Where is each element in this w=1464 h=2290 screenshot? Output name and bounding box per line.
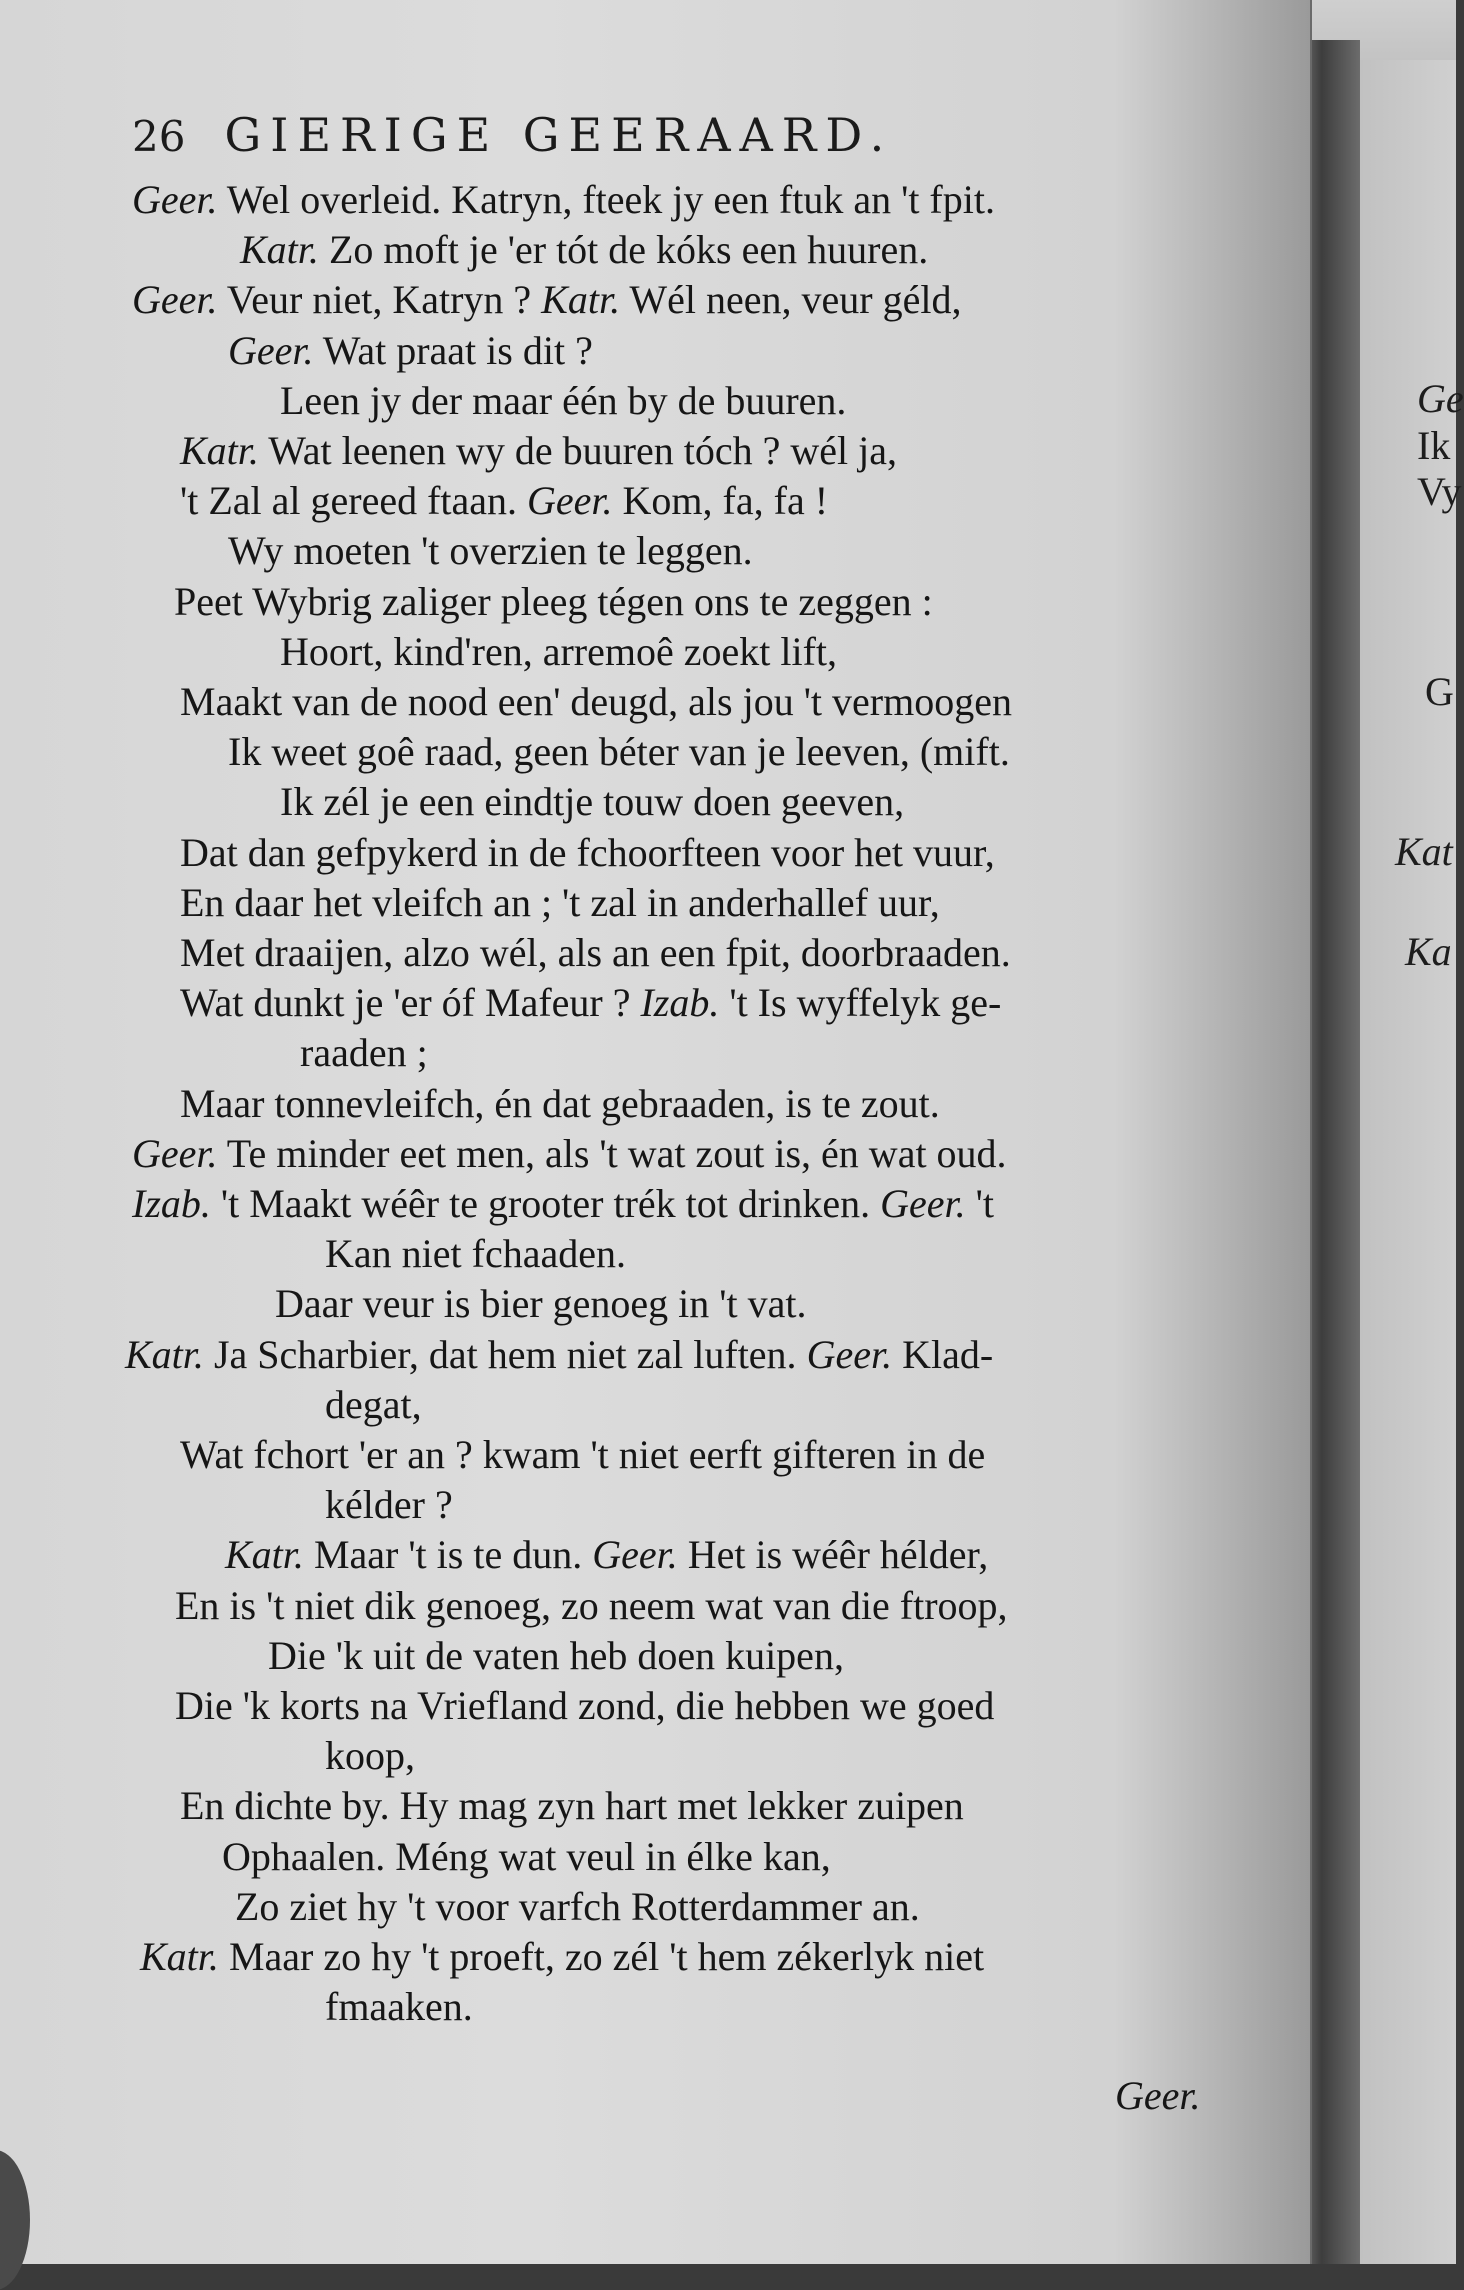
line-text: Klad- [892, 1331, 994, 1377]
line-text: Maar zo hy 't proeft, zo zél 't hem zékerlyk niet [218, 1934, 985, 1979]
line-text: Maar tonnevleifch, én dat gebraaden, is te zout. [180, 1080, 940, 1126]
speaker-name: Katr. [180, 428, 259, 473]
speaker-name: Geer. [132, 1130, 218, 1176]
facing-fragment: Vy [1417, 469, 1462, 514]
line-text: Hoort, kind'ren, arremoê zoekt lift, [280, 628, 838, 674]
line-text: kélder ? [325, 1482, 453, 1528]
facing-fragment: Ka [1405, 929, 1452, 974]
text-line [132, 1180, 994, 1228]
speaker-name: Katr. [541, 277, 621, 323]
text-line [228, 728, 1010, 776]
facing-fragment: Ge [1417, 376, 1464, 421]
line-text: Peet Wybrig zaliger pleeg tégen ons te zeggen : [174, 578, 933, 624]
line-text: Maar 't is te dun. [303, 1532, 593, 1578]
line-text: Het is wéêr hélder, [677, 1532, 989, 1578]
text-line [280, 778, 904, 826]
text-line [222, 1833, 831, 1881]
facing-fragment: Kat [1395, 829, 1453, 874]
speaker-name: Geer. [132, 177, 218, 222]
speaker-name: Izab. [640, 980, 720, 1026]
text-line [325, 1732, 415, 1780]
line-text: raaden ; [300, 1030, 428, 1076]
text-line [175, 1682, 994, 1730]
text-line [180, 1080, 940, 1128]
speaker-name: Geer. [806, 1331, 893, 1377]
line-text: Wel overleid. Katryn, fteek jy een ftuk an 't fpit. [217, 177, 995, 222]
text-line [280, 628, 837, 676]
line-text: Ophaalen. Méng wat veul in élke kan, [222, 1833, 831, 1879]
line-text: Ik zél je een eindtje touw doen geeven, [280, 779, 905, 825]
line-text: En dichte by. Hy mag zyn hart met lekker zuipen [180, 1783, 964, 1829]
line-text: 't Zal al gereed ftaan. [180, 478, 528, 524]
line-text: Wat praat is dit ? [313, 327, 593, 373]
text-line [180, 829, 995, 877]
running-title: GIERIGE GEERAARD. [224, 108, 894, 162]
text-line [228, 327, 593, 375]
line-text: Wél neen, veur géld, [620, 277, 962, 323]
text-line [174, 578, 933, 626]
line-text: En daar het vleifch an ; 't zal in anderhallef uur, [180, 879, 940, 925]
line-text: Met draaijen, alzo wél, als an een fpit, doorbraaden. [180, 930, 1011, 975]
page-number: 26 [132, 112, 186, 161]
text-line [325, 1983, 473, 2031]
text-line [180, 1782, 964, 1830]
line-text: Te minder eet men, als 't wat zout is, én wat oud. [217, 1130, 1007, 1176]
speaker-name: Katr. [240, 227, 319, 273]
line-text: Maakt van de nood een' deugd, als jou 't vermoogen [180, 679, 1012, 724]
speaker-name: Geer. [228, 327, 314, 373]
line-text: Wat fchort 'er an ? kwam 't niet eerft gifteren in de [180, 1432, 986, 1477]
text-line [225, 1531, 988, 1579]
text-line [125, 1331, 993, 1379]
text-line [180, 427, 897, 475]
line-text: koop, [325, 1733, 415, 1779]
text-line [132, 1130, 1007, 1178]
line-text: Die 'k uit de vaten heb doen kuipen, [268, 1632, 844, 1678]
line-text: Zo moft je 'er tót de kóks een huuren. [318, 227, 929, 273]
text-line [132, 276, 961, 324]
line-text: Daar veur is bier genoeg in 't vat. [275, 1281, 807, 1327]
text-line [268, 1632, 844, 1680]
line-text: Veur niet, Katryn ? [217, 277, 542, 323]
facing-fragment: G [1425, 669, 1454, 714]
line-text: 't Is wyffelyk ge- [719, 980, 1002, 1026]
text-line [180, 879, 940, 927]
speaker-name: Geer. [880, 1181, 966, 1226]
text-line [175, 1582, 1008, 1630]
text-line [180, 1431, 985, 1479]
text-line [240, 226, 928, 274]
text-line [325, 1481, 453, 1529]
speaker-name: Katr. [125, 1331, 204, 1377]
text-line [300, 1029, 428, 1077]
text-line [235, 1883, 920, 1931]
speaker-name: Izab. [132, 1181, 211, 1226]
line-text: Dat dan gefpykerd in de fchoorfteen voor het vuur, [180, 829, 995, 875]
line-text: 't Maakt wéêr te grooter trék tot drinken. [210, 1181, 881, 1226]
speaker-name: Katr. [140, 1934, 219, 1979]
text-line [180, 979, 1001, 1027]
catchword: Geer. [1115, 2073, 1201, 2118]
text-line [280, 377, 846, 425]
text-line [140, 1933, 984, 1981]
line-text: Kan niet fchaaden. [325, 1231, 626, 1277]
speaker-name: Geer. [132, 277, 218, 323]
text-line [132, 176, 995, 224]
speaker-name: Geer. [527, 478, 613, 524]
line-text: Wat leenen wy de buuren tóch ? wél ja, [258, 428, 897, 473]
line-text: Die 'k korts na Vriefland zond, die hebben we goed [175, 1683, 995, 1728]
line-text: Zo ziet hy 't voor varfch Rotterdammer an. [235, 1883, 920, 1929]
line-text: Wat dunkt je 'er óf Mafeur ? [180, 980, 641, 1026]
facing-fragment: Ik [1417, 423, 1451, 468]
text-line [275, 1280, 806, 1328]
page-header [132, 108, 893, 168]
speaker-name: Geer. [592, 1532, 678, 1578]
line-text: En is 't niet dik genoeg, zo neem wat van die ftroop, [175, 1582, 1008, 1628]
text-line [228, 527, 753, 575]
text-line [325, 1230, 626, 1278]
line-text: Kom, fa, fa ! [612, 478, 829, 524]
line-text: 't [965, 1181, 994, 1226]
text-line [180, 929, 1011, 977]
text-line [180, 477, 828, 525]
line-text: Ik weet goê raad, geen béter van je leeven, (mift. [228, 729, 1010, 775]
speaker-name: Katr. [225, 1532, 304, 1578]
line-text: fmaaken. [325, 1984, 473, 2030]
text-line [325, 1381, 422, 1429]
line-text: Leen jy der maar één by de buuren. [280, 377, 847, 423]
line-text: degat, [325, 1381, 422, 1427]
text-line [180, 678, 1012, 726]
line-text: Ja Scharbier, dat hem niet zal luften. [203, 1331, 807, 1377]
line-text: Wy moeten 't overzien te leggen. [228, 528, 753, 574]
